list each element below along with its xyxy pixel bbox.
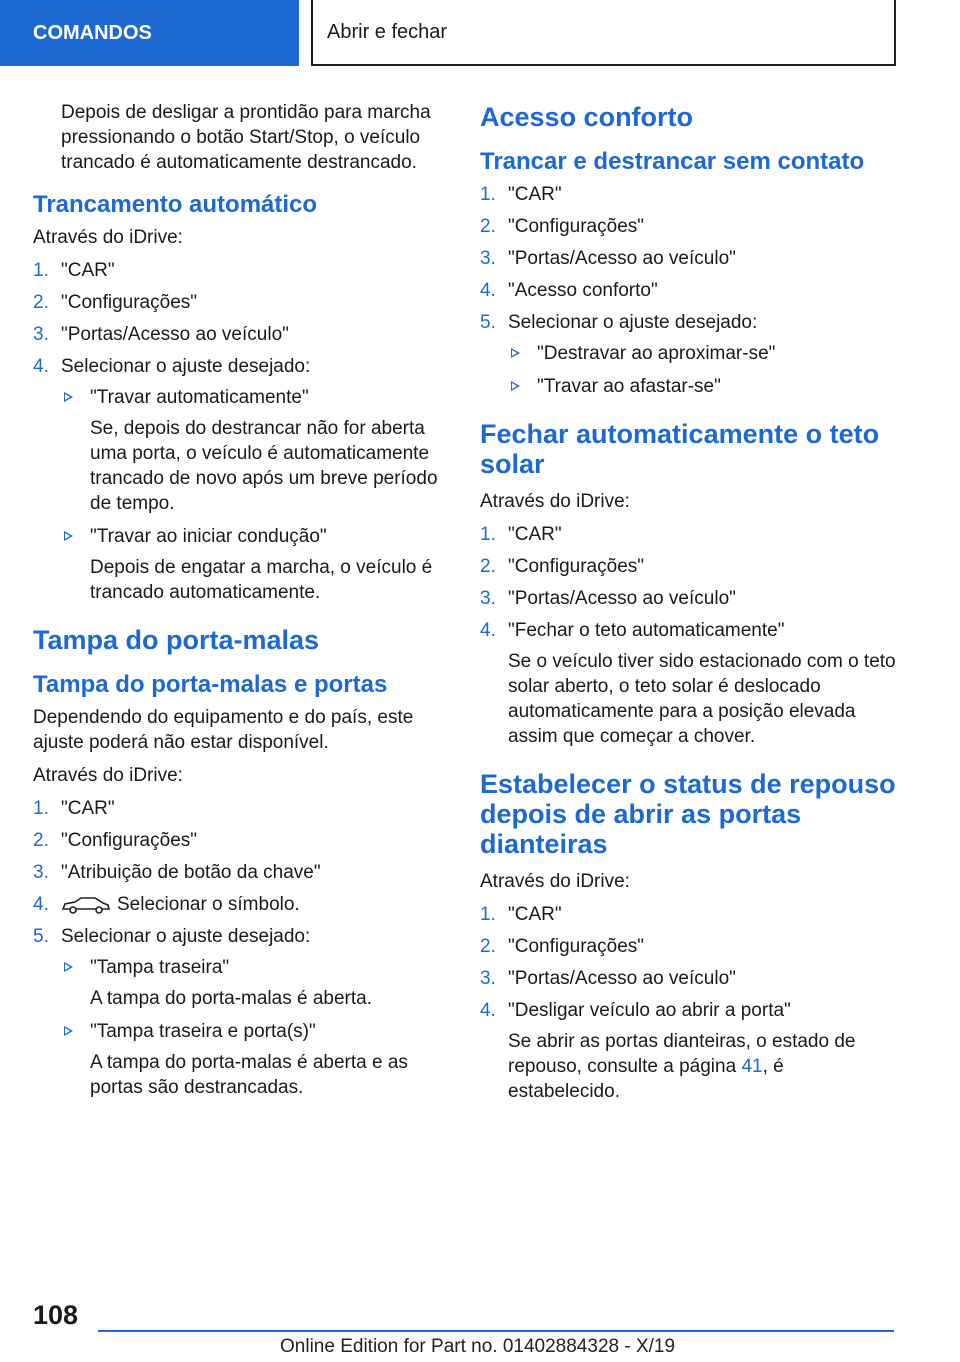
- comfort-subheading: Trancar e destrancar sem contato: [480, 148, 865, 175]
- list-item: 3. "Atribuição de botão da chave": [33, 862, 321, 883]
- right-column: [480, 100, 900, 1111]
- list-item: 2. "Configurações": [33, 830, 198, 851]
- auto-lock-options: [61, 385, 453, 605]
- list-item: 4. "Desligar veículo ao abrir a porta" Se abrir as portas dianteiras, o estado de repouso, consulte a página 41, é estabelecido.: [480, 998, 900, 1104]
- option-item: "Tampa traseira e porta(s)" A tampa do porta-malas é aberta e as portas são destrancadas.: [61, 1019, 453, 1100]
- sunroof-steps: [480, 522, 900, 749]
- triangle-bullet-icon: [64, 531, 73, 541]
- left-column: [33, 100, 453, 1108]
- auto-lock-heading: Trancamento automático: [33, 191, 318, 218]
- list-item: 4. Selecionar o símbolo.: [33, 894, 300, 915]
- list-item: 2. "Configurações": [480, 936, 645, 957]
- list-item: 4. "Acesso conforto": [480, 280, 658, 301]
- edition-text: Online Edition for Part no. 01402884328 - X/19: [280, 1336, 676, 1357]
- triangle-bullet-icon: [511, 381, 520, 391]
- list-item: 1. "CAR": [480, 524, 562, 545]
- trunk-heading: Tampa do porta-malas: [33, 625, 320, 655]
- triangle-bullet-icon: [64, 392, 73, 402]
- list-item: 2. "Configurações": [33, 292, 198, 313]
- section-title: COMANDOS: [33, 21, 152, 44]
- list-item: 1. "CAR": [480, 184, 562, 205]
- rest-description: Se abrir as portas dianteiras, o estado de repouso, consulte a página 41, é estabelecido.: [508, 1031, 856, 1102]
- page-reference-link[interactable]: 41: [741, 1056, 763, 1077]
- rest-heading: Estabelecer o status de repouso depois de abrir as portas dianteiras: [480, 769, 896, 859]
- list-item: 4. Selecionar o ajuste desejado: "Travar automaticamente" Se, depois do destrancar não for aberta uma porta, o veículo é automaticamente trancado de novo após um breve período de tempo. "Travar ao iniciar condução" Depois de engatar a marcha, o veículo é trancado automaticamente.: [33, 354, 453, 605]
- chapter-title: Abrir e fechar: [327, 20, 448, 43]
- sunroof-heading: Fechar automaticamente o teto solar: [480, 419, 880, 479]
- list-item: 5. Selecionar o ajuste desejado: "Destravar ao aproximar-se" "Travar ao afastar-se": [480, 310, 900, 399]
- section-tab: [0, 0, 299, 66]
- list-item: 3. "Portas/Acesso ao veículo": [480, 248, 736, 269]
- option-item: "Travar automaticamente" Se, depois do destrancar não for aberta uma porta, o veículo é automaticamente trancado de novo após um breve período de tempo.: [61, 385, 453, 516]
- triangle-bullet-icon: [64, 1026, 73, 1036]
- list-item: 3. "Portas/Acesso ao veículo": [33, 324, 289, 345]
- list-item: 1. "CAR": [33, 260, 115, 281]
- list-item: 5. Selecionar o ajuste desejado: "Tampa traseira" A tampa do porta-malas é aberta. "Tampa traseira e porta(s)" A tampa do porta-malas é aberta e as portas são destrancadas.: [33, 924, 453, 1100]
- triangle-bullet-icon: [511, 348, 520, 358]
- list-item: 2. "Configurações": [480, 556, 645, 577]
- sunroof-description: Se o veículo tiver sido estacionado com o teto solar aberto, o teto solar é deslocado automaticamente para a posição elevada assim que começar a chover.: [508, 651, 896, 747]
- rest-steps: [480, 902, 900, 1104]
- sunroof-via: Através do iDrive:: [480, 491, 630, 512]
- trunk-subheading: Tampa do porta-malas e portas: [33, 671, 388, 698]
- car-outline-icon: [61, 895, 111, 915]
- comfort-options: [508, 341, 900, 399]
- comfort-steps: [480, 182, 900, 399]
- auto-lock-via: Através do iDrive:: [33, 227, 183, 248]
- auto-lock-steps: [33, 258, 453, 605]
- trunk-options: [61, 955, 453, 1100]
- option-item: "Travar ao iniciar condução" Depois de engatar a marcha, o veículo é trancado automaticamente.: [61, 524, 453, 605]
- list-item: 4. "Fechar o teto automaticamente" Se o veículo tiver sido estacionado com o teto solar aberto, o teto solar é deslocado automaticamente para a posição elevada assim que começar a chover.: [480, 618, 900, 749]
- triangle-bullet-icon: [64, 962, 73, 972]
- list-item: 3. "Portas/Acesso ao veículo": [480, 968, 736, 989]
- chapter-header: [311, 0, 896, 66]
- rest-via: Através do iDrive:: [480, 871, 630, 892]
- list-item: 1. "CAR": [480, 904, 562, 925]
- trunk-via: Através do iDrive:: [33, 765, 183, 786]
- list-item: 3. "Portas/Acesso ao veículo": [480, 588, 736, 609]
- list-item: 1. "CAR": [33, 798, 115, 819]
- option-item: "Tampa traseira" A tampa do porta-malas é aberta.: [61, 955, 453, 1011]
- trunk-note: Dependendo do equipamento e do país, este ajuste poderá não estar disponível.: [33, 707, 414, 753]
- list-item: 2. "Configurações": [480, 216, 645, 237]
- page-number: 108: [33, 1300, 79, 1330]
- trunk-steps: [33, 796, 453, 1100]
- option-item: "Travar ao afastar-se": [508, 374, 900, 399]
- comfort-heading: Acesso conforto: [480, 102, 694, 132]
- intro-paragraph: Depois de desligar a prontidão para marcha pressionando o botão Start/Stop, o veículo trancado é automaticamente destrancado.: [61, 102, 431, 173]
- footer-divider: [98, 1330, 894, 1332]
- option-item: "Destravar ao aproximar-se": [508, 341, 900, 366]
